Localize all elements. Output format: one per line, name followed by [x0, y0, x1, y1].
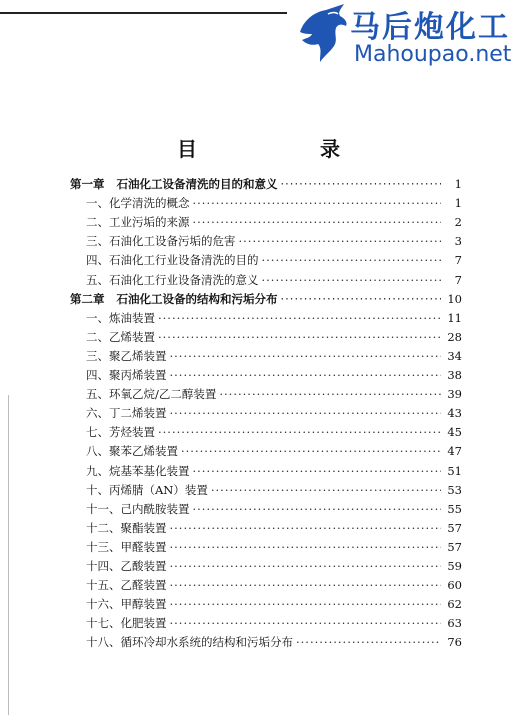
toc-leader-dots — [158, 330, 441, 344]
toc-leader-dots — [296, 635, 441, 649]
watermark-logo — [288, 0, 517, 92]
toc-section-entry — [86, 233, 462, 251]
toc-entry-number: 三、 — [86, 234, 109, 249]
toc-entry-number: 十五、 — [86, 578, 121, 593]
toc-leader-dots — [170, 368, 442, 382]
toc-entry-title: 化肥装置 — [120, 616, 167, 631]
toc-entry-number: 十、 — [86, 482, 109, 497]
toc-chapter-entry — [70, 176, 462, 194]
toc-section-entry — [86, 539, 462, 557]
toc-entry-number: 第一章 — [70, 177, 105, 191]
toc-page-number: 60 — [447, 578, 462, 593]
toc-leader-dots — [219, 387, 441, 401]
toc-page-number: 38 — [447, 368, 462, 382]
header-rule — [0, 12, 287, 14]
toc-leader-dots — [170, 616, 442, 630]
toc-leader-dots — [262, 273, 442, 287]
toc-entry-number: 十四、 — [86, 559, 121, 573]
toc-section-entry — [86, 463, 462, 481]
toc-entry-title: 丁二烯装置 — [109, 406, 167, 421]
toc-page-number: 1 — [454, 196, 462, 211]
toc-entry-number: 十一、 — [86, 501, 121, 516]
toc-page-number: 45 — [447, 425, 462, 440]
toc-page-number: 1 — [454, 177, 462, 191]
toc-page-number: 62 — [447, 597, 462, 612]
toc-section-entry — [86, 195, 462, 213]
toc-leader-dots — [170, 559, 442, 573]
toc-entry-title: 循环冷却水系统的结构和污垢分布 — [120, 635, 293, 650]
toc-page-number: 3 — [454, 234, 462, 249]
toc-entry-title: 炼油装置 — [109, 310, 155, 325]
toc-entry-number: 十六、 — [86, 597, 121, 612]
toc-leader-dots — [239, 234, 442, 248]
toc-leader-dots — [170, 406, 442, 420]
toc-section-entry — [86, 634, 462, 652]
horse-logo-icon — [294, 2, 352, 64]
toc-section-entry — [86, 405, 462, 423]
toc-section-entry — [86, 424, 462, 442]
toc-section-entry — [86, 214, 462, 232]
toc-section-entry — [86, 329, 462, 347]
toc-leader-dots — [181, 444, 441, 458]
toc-entry-title: 甲醇装置 — [120, 597, 167, 612]
toc-entry-title: 环氧乙烷/乙二醇装置 — [109, 387, 217, 402]
toc-leader-dots — [170, 540, 442, 554]
toc-section-entry — [86, 310, 462, 328]
toc-leader-dots — [170, 578, 442, 592]
toc-section-entry — [86, 501, 462, 519]
toc-leader-dots — [193, 215, 442, 229]
toc-leader-dots — [281, 292, 442, 306]
toc-page-number: 7 — [454, 272, 462, 287]
toc-page-number: 55 — [447, 501, 462, 516]
toc-entry-number: 二、 — [86, 329, 109, 344]
toc-page-number: 11 — [447, 310, 462, 325]
toc-entry-title: 乙醛装置 — [120, 578, 167, 593]
toc-leader-dots — [193, 464, 442, 478]
toc-section-entry — [86, 596, 462, 614]
toc-entry-number: 第二章 — [70, 291, 105, 306]
toc-section-entry — [86, 386, 462, 404]
toc-section-entry — [86, 348, 462, 366]
toc-entry-number: 一、 — [86, 310, 109, 325]
toc-leader-dots — [193, 502, 442, 516]
toc-leader-dots — [158, 425, 441, 439]
toc-entry-title: 丙烯腈（AN）装置 — [109, 482, 208, 497]
toc-entry-number: 十八、 — [86, 635, 121, 650]
toc-section-entry — [86, 558, 462, 576]
watermark-site-url: Mahoupao.net — [354, 42, 512, 67]
toc-section-entry — [86, 252, 462, 270]
toc-leader-dots — [211, 483, 441, 497]
toc-entry-number: 十三、 — [86, 539, 121, 554]
toc-entry-title: 烷基苯基化装置 — [109, 463, 190, 478]
toc-page-number: 57 — [447, 520, 462, 535]
toc-entry-title: 甲醛装置 — [120, 539, 167, 554]
page-title: 目 录 — [177, 137, 398, 161]
toc-page-number: 47 — [447, 444, 462, 459]
toc-leader-dots — [170, 349, 442, 363]
toc-entry-title: 己内酰胺装置 — [120, 501, 190, 516]
toc-page-number: 39 — [447, 387, 462, 402]
toc-leader-dots — [170, 521, 442, 535]
toc-entry-title: 石油化工行业设备清洗的目的 — [109, 253, 259, 268]
toc-leader-dots — [158, 311, 441, 325]
toc-section-entry — [86, 367, 462, 385]
toc-page-number: 59 — [447, 559, 462, 573]
watermark-brand-cn: 马后炮化工 — [350, 10, 510, 45]
toc-entry-number: 十二、 — [86, 520, 121, 535]
toc-leader-dots — [281, 177, 442, 191]
toc-section-entry — [86, 482, 462, 500]
toc-entry-number: 五、 — [86, 387, 109, 402]
toc-page-number: 63 — [447, 616, 462, 631]
toc-section-entry — [86, 615, 462, 633]
toc-entry-title: 聚酯装置 — [120, 520, 167, 535]
toc-section-entry — [86, 577, 462, 595]
toc-entry-title: 化学清洗的概念 — [109, 196, 190, 211]
toc-leader-dots — [170, 597, 442, 611]
toc-entry-title: 聚苯乙烯装置 — [109, 444, 178, 459]
toc-entry-number: 四、 — [86, 253, 109, 268]
toc-chapter-entry — [70, 291, 462, 309]
toc-page-number: 7 — [454, 253, 462, 268]
toc-page-number: 2 — [454, 215, 462, 230]
toc-entry-title: 石油化工行业设备清洗的意义 — [109, 272, 259, 287]
toc-page-number: 34 — [447, 348, 462, 363]
toc-page-number: 10 — [447, 291, 462, 306]
toc-entry-number: 六、 — [86, 406, 109, 421]
toc-section-entry — [86, 520, 462, 538]
toc-entry-number: 九、 — [86, 463, 109, 478]
toc-entry-title: 石油化工设备的结构和污垢分布 — [116, 291, 278, 306]
toc-section-entry — [86, 443, 462, 461]
toc-entry-title: 石油化工设备污垢的危害 — [109, 234, 236, 249]
toc-page-number: 43 — [447, 406, 462, 421]
toc-section-entry — [86, 272, 462, 290]
toc-entry-number: 三、 — [86, 348, 109, 363]
toc-entry-number: 二、 — [86, 215, 109, 230]
toc-page-number: 28 — [447, 329, 462, 344]
toc-page-number: 53 — [447, 482, 462, 497]
toc-entry-number: 八、 — [86, 444, 109, 459]
toc-entry-title: 石油化工设备清洗的目的和意义 — [116, 177, 278, 191]
toc-entry-title: 芳烃装置 — [109, 425, 155, 440]
toc-entry-title: 聚乙烯装置 — [109, 348, 167, 363]
toc-page-number: 57 — [447, 539, 462, 554]
page-edge-line — [8, 395, 9, 715]
toc-entry-title: 聚丙烯装置 — [109, 368, 167, 382]
toc-entry-title: 乙烯装置 — [109, 329, 155, 344]
toc-leader-dots — [193, 196, 442, 210]
toc-entry-title: 乙酸装置 — [120, 559, 167, 573]
toc-entry-number: 五、 — [86, 272, 109, 287]
toc-entry-number: 七、 — [86, 425, 109, 440]
toc-leader-dots — [262, 253, 442, 267]
toc-entry-number: 十七、 — [86, 616, 121, 631]
toc-page-number: 76 — [447, 635, 462, 650]
toc-entry-number: 一、 — [86, 196, 109, 211]
toc-entry-number: 四、 — [86, 368, 109, 382]
toc-entry-title: 工业污垢的来源 — [109, 215, 190, 230]
toc-page-number: 51 — [447, 463, 462, 478]
